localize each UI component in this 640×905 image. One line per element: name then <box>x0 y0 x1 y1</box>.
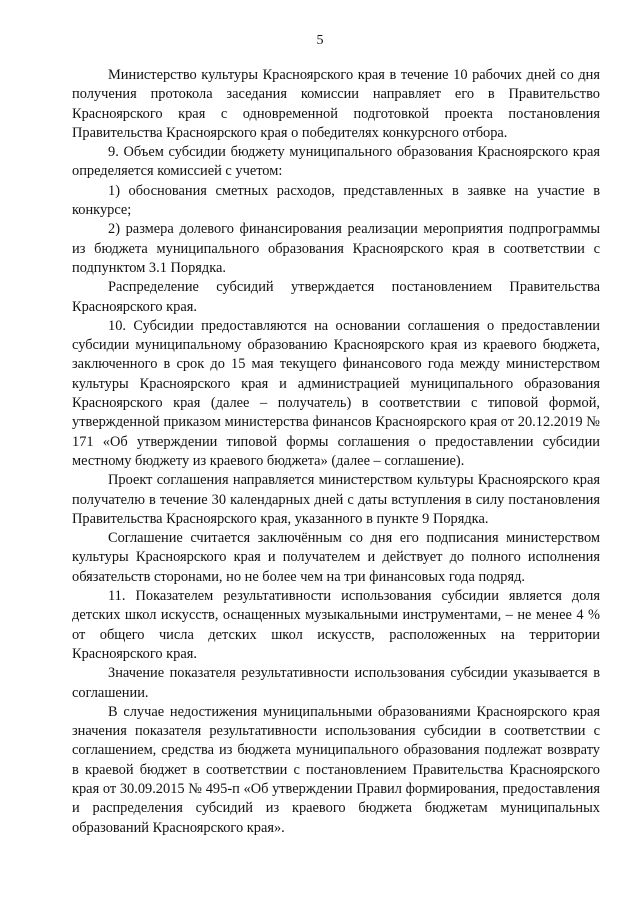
paragraph-item-10: 10. Субсидии предоставляются на основании соглашения о предоставлении субсидии муниципальному образованию Красноярского края из краевого бюджета, заключенного в срок до 15 мая текущего финансового года между министерством культуры Красноярского края и администрацией муниципального образования Красноярского края (далее – получатель) в соответствии с типовой формой, утвержденной приказом министерства финансов Красноярского края от 20.12.2019 № 171 «Об утверждении типовой формы соглашения о предоставлении субсидии местному бюджету из краевого бюджета» (далее – соглашение). <box>72 317 600 469</box>
paragraph-agreement-validity: Соглашение считается заключённым со дня его подписания министерством культуры Красноярского края и получателем и действует до полного исполнения обязательств сторонами, но не более чем на три финансовых года подряд. <box>72 530 600 585</box>
paragraph-indicator-value: Значение показателя результативности использования субсидии указывается в соглашении. <box>72 665 600 701</box>
paragraph-ministry-review: Министерство культуры Красноярского края в течение 10 рабочих дней со дня получения протокола заседания комиссии направляет его в Правительство Красноярского края с одновременной подготовкой проекта постановления Правительства Красноярского края о победителях конкурсного отбора. <box>72 67 600 141</box>
paragraph-non-achievement: В случае недостижения муниципальными образованиями Красноярского края значения показателя результативности использования субсидии в соответствии с соглашением, средства из бюджета муниципального образования подлежат возврату в краевой бюджет в соответствии с постановлением Правительства Красноярского края от 30.09.2015 № 495-п «Об утверждении Правил формирования, предоставления и распределения субсидий из краевого бюджета бюджетам муниципальных образований Красноярского края». <box>72 703 600 836</box>
paragraph-item-9: 9. Объем субсидии бюджету муниципального образования Красноярского края определяется комиссией с учетом: <box>72 144 600 180</box>
list-item-2: 2) размера долевого финансирования реализации мероприятия подпрограммы из бюджета муниципального образования Красноярского края в соответствии с подпунктом 3.1 Порядка. <box>72 221 600 276</box>
paragraph-item-11: 11. Показателем результативности использования субсидии является доля детских школ искусств, оснащенных музыкальными инструментами, – не менее 4 % от общего числа детских школ искусств, расположенных на территории Красноярского края. <box>72 588 600 662</box>
document-body <box>72 66 600 838</box>
list-item-1: 1) обоснования сметных расходов, представленных в заявке на участие в конкурсе; <box>72 182 600 219</box>
page-number: 5 <box>316 33 324 48</box>
paragraph-draft-agreement: Проект соглашения направляется министерством культуры Красноярского края получателю в течение 30 календарных дней с даты вступления в силу постановления Правительства Красноярского края, указанного в пункте 9 Порядка. <box>72 472 600 527</box>
paragraph-distribution: Распределение субсидий утверждается постановлением Правительства Красноярского края. <box>72 279 600 315</box>
